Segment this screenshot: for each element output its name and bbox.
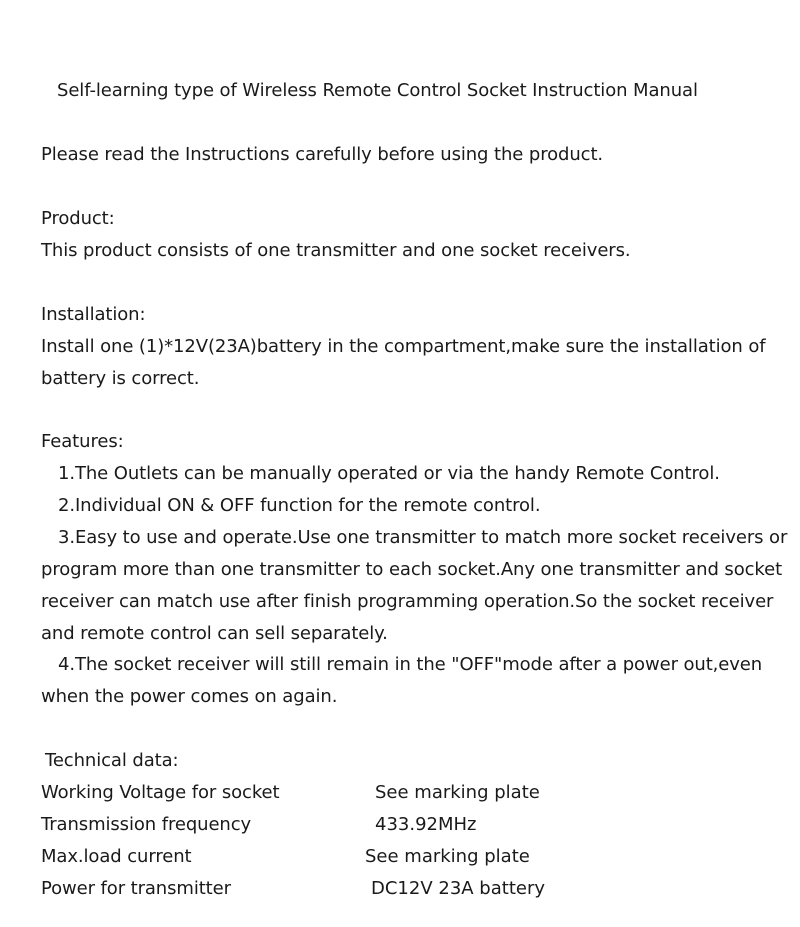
intro-text: Please read the Instructions carefully before using the product. [41, 144, 604, 165]
feature-item-3-cont: and remote control can sell separately. [41, 623, 388, 644]
technical-label: Power for transmitter [41, 878, 231, 899]
feature-item-4-cont: when the power comes on again. [41, 686, 338, 707]
technical-heading: Technical data: [45, 750, 179, 771]
installation-line: battery is correct. [41, 368, 200, 389]
technical-label: Max.load current [41, 846, 192, 867]
product-text: This product consists of one transmitter and one socket receivers. [41, 240, 631, 261]
product-heading: Product: [41, 208, 115, 229]
feature-item-2: 2.Individual ON & OFF function for the remote control. [58, 495, 541, 516]
feature-item-4: 4.The socket receiver will still remain in the "OFF"mode after a power out,even [58, 654, 763, 675]
technical-value: 433.92MHz [375, 814, 477, 835]
feature-item-1: 1.The Outlets can be manually operated or via the handy Remote Control. [58, 463, 720, 484]
feature-item-3: 3.Easy to use and operate.Use one transmitter to match more socket receivers or [58, 527, 788, 548]
technical-label: Working Voltage for socket [41, 782, 280, 803]
technical-label: Transmission frequency [41, 814, 252, 835]
technical-value: DC12V 23A battery [371, 878, 546, 899]
features-heading: Features: [41, 431, 124, 452]
technical-value: See marking plate [365, 846, 530, 867]
manual-title: Self-learning type of Wireless Remote Control Socket Instruction Manual [57, 80, 698, 101]
feature-item-3-cont: program more than one transmitter to each socket.Any one transmitter and socket [41, 559, 783, 580]
installation-line: Install one (1)*12V(23A)battery in the compartment,make sure the installation of [41, 336, 766, 357]
feature-item-3-cont: receiver can match use after finish programming operation.So the socket receiver [41, 591, 774, 612]
installation-heading: Installation: [41, 304, 146, 325]
technical-value: See marking plate [375, 782, 540, 803]
